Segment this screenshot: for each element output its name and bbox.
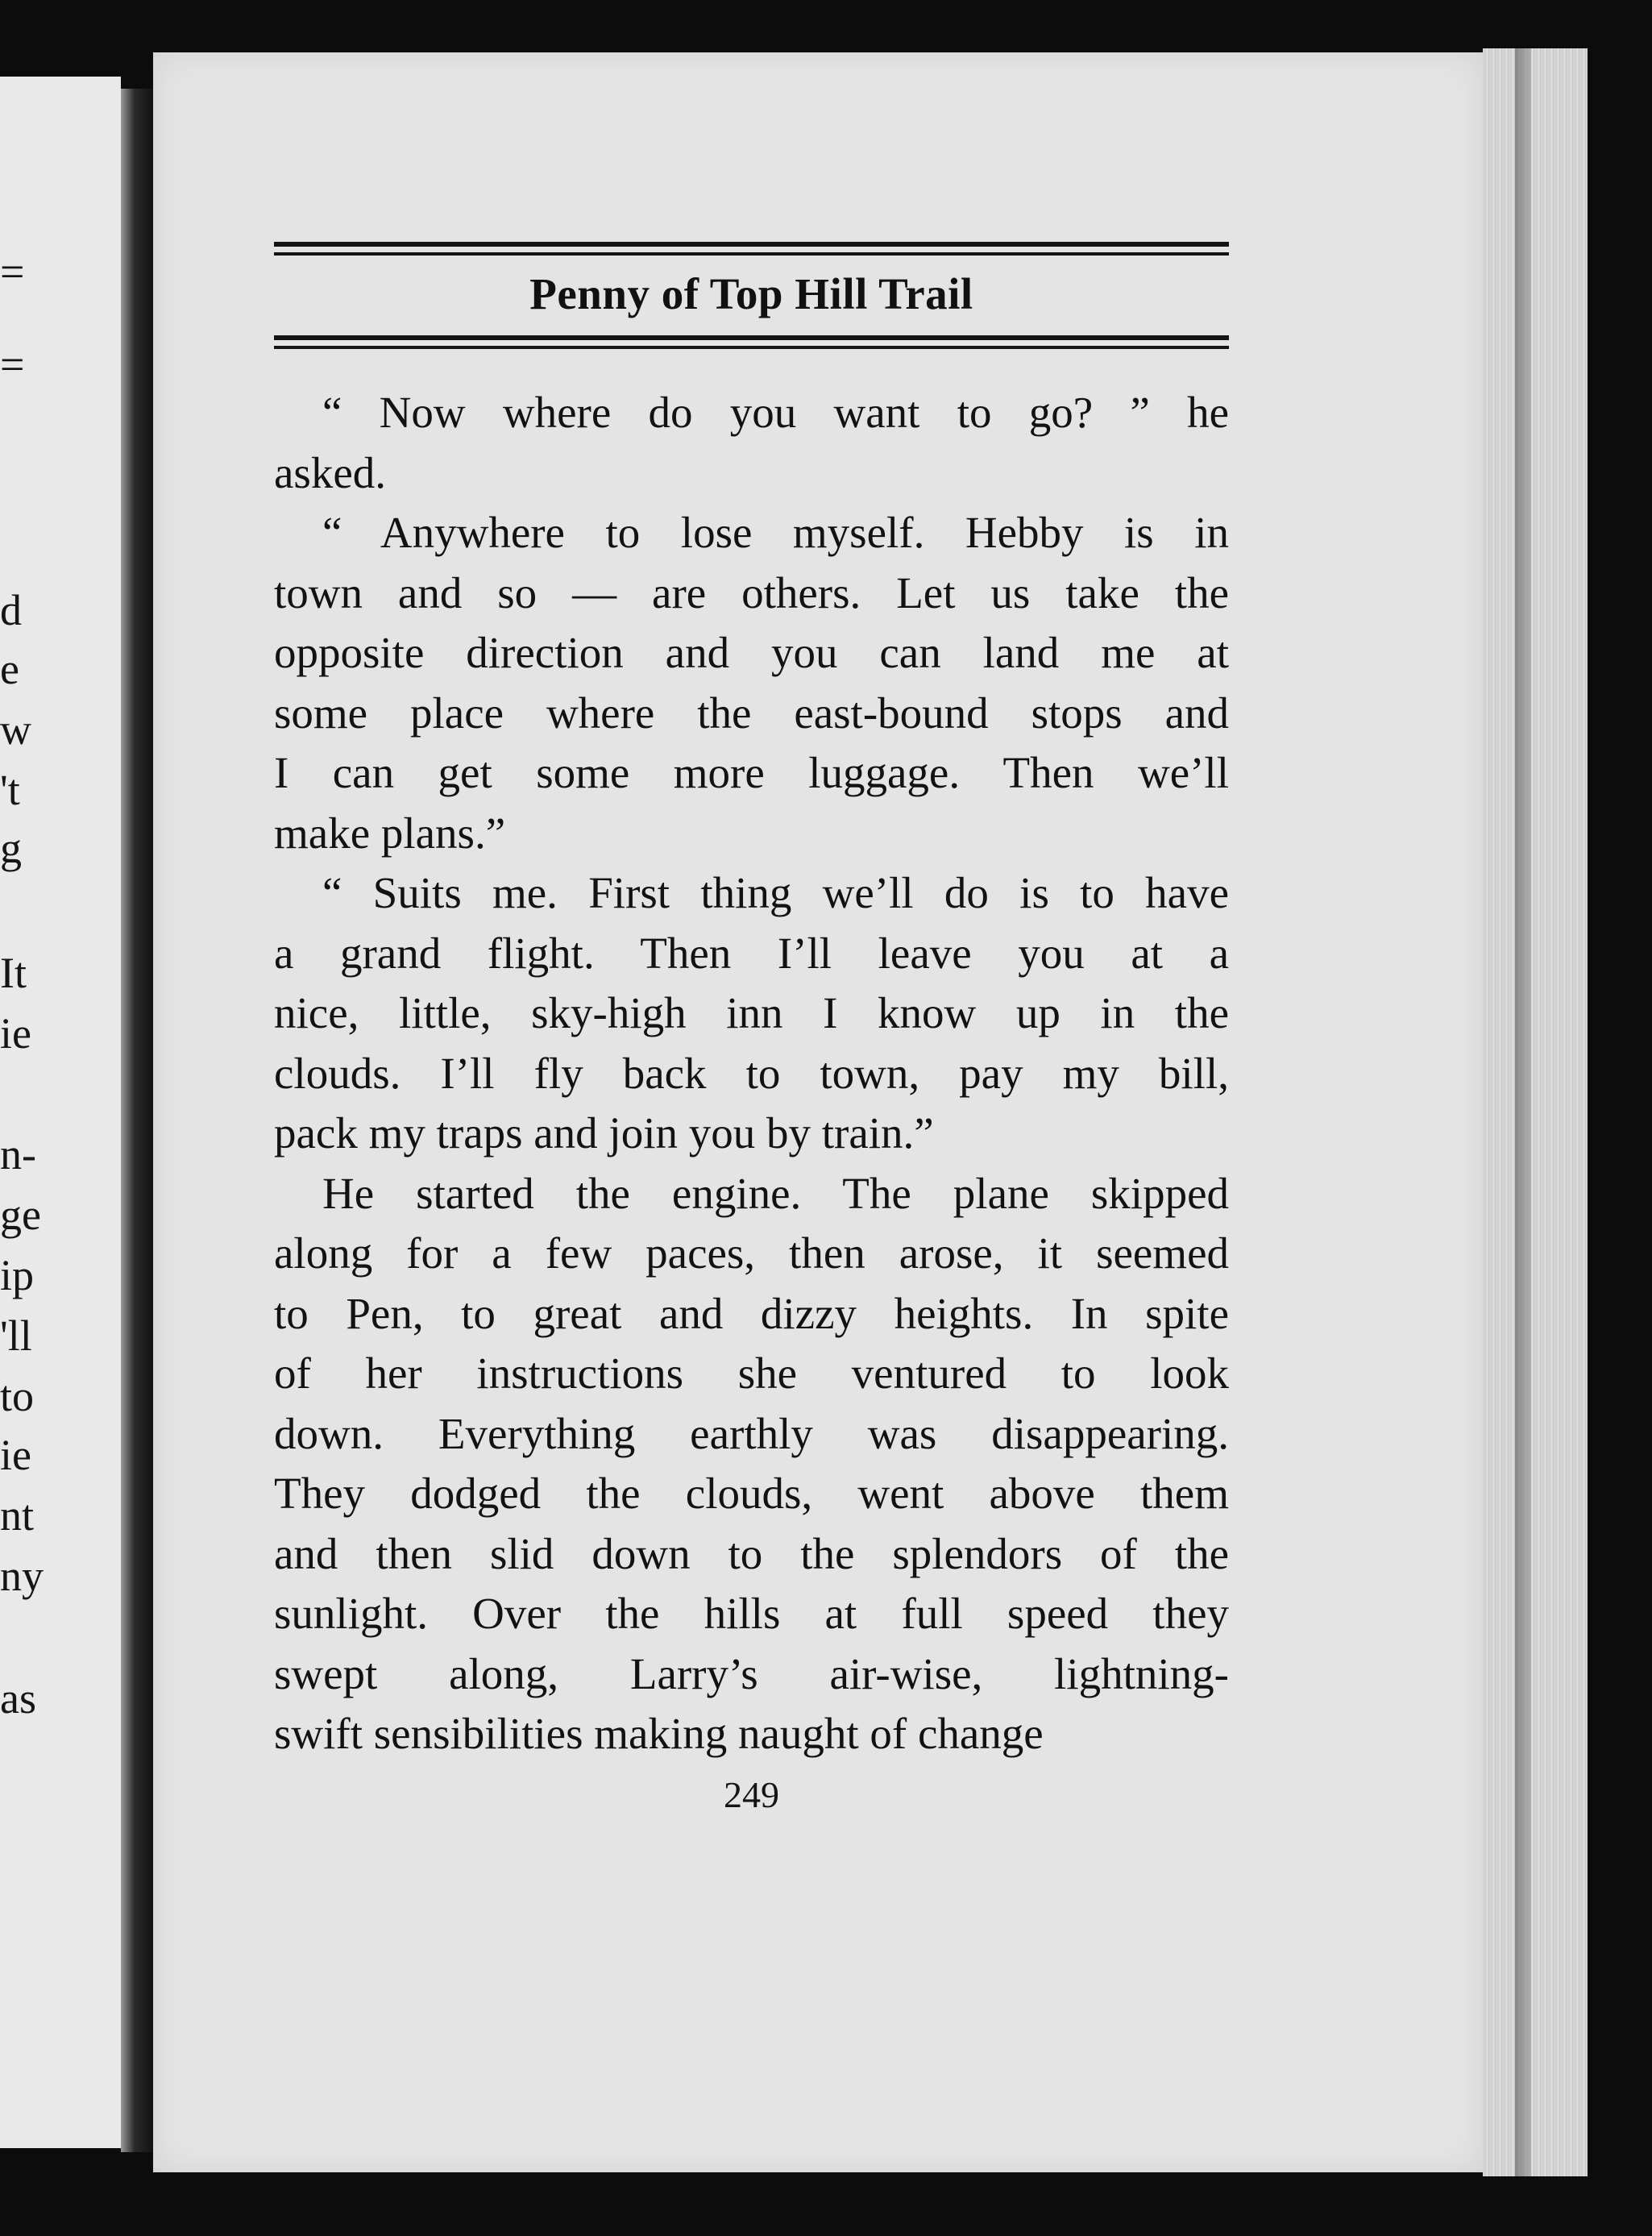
paragraph — [274, 863, 1229, 1164]
left-fragment: ip — [0, 1251, 35, 1299]
text-line: asked. — [274, 447, 386, 497]
left-fragment: 't — [0, 766, 20, 814]
previous-page — [0, 77, 121, 2148]
text-line: pack my traps and join you by train.” — [274, 1108, 934, 1157]
page-stack-shadow — [1515, 48, 1531, 2176]
left-fragment: ny — [0, 1552, 44, 1600]
running-head-title: Penny of Top Hill Trail — [529, 269, 973, 318]
text-line: a grand flight. Then I’ll leave you at a — [274, 928, 1229, 978]
left-fragment: g — [0, 824, 22, 872]
header-rule-top-thin — [274, 252, 1229, 256]
book-gutter — [121, 89, 155, 2152]
page-body — [274, 383, 1229, 1764]
paragraph — [274, 383, 1229, 503]
text-line: and then slid down to the splendors of the — [274, 1528, 1229, 1578]
left-fragment: e — [0, 645, 19, 693]
left-fragment: as — [0, 1674, 36, 1723]
previous-page-fragments — [0, 77, 121, 2148]
text-line: make plans.” — [274, 808, 506, 858]
text-line: I can get some more luggage. Then we’ll — [274, 748, 1229, 797]
text-line: clouds. I’ll fly back to town, pay my bill, — [274, 1048, 1229, 1098]
text-line: of her instructions she ventured to look — [274, 1349, 1229, 1398]
left-fragment: w — [0, 705, 31, 754]
text-line: swift sensibilities making naught of change — [274, 1709, 1044, 1758]
left-fragment: to — [0, 1372, 35, 1420]
text-line: They dodged the clouds, went above them — [274, 1469, 1229, 1518]
left-fragment: ie — [0, 1431, 31, 1479]
text-line: He started the engine. The plane skipped — [322, 1168, 1229, 1218]
left-fragment: d — [0, 586, 22, 634]
left-fragment: nt — [0, 1491, 35, 1540]
paragraph — [274, 1164, 1229, 1764]
left-fragment: = — [0, 247, 25, 296]
left-fragment: ie — [0, 1009, 31, 1058]
page-number: 249 — [724, 1774, 779, 1815]
text-line: town and so — are others. Let us take the — [274, 567, 1229, 617]
text-line: swept along, Larry’s air-wise, lightning- — [274, 1648, 1229, 1698]
page-stack-edge — [1483, 48, 1588, 2176]
header-rule-bottom — [274, 335, 1229, 340]
text-line: some place where the east-bound stops and — [274, 688, 1229, 738]
running-header — [274, 242, 1229, 355]
text-line: sunlight. Over the hills at full speed they — [274, 1589, 1229, 1638]
paragraph — [274, 503, 1229, 863]
left-fragment: n- — [0, 1130, 36, 1178]
left-fragment: It — [0, 949, 27, 997]
text-line: nice, little, sky-high inn I know up in the — [274, 988, 1229, 1037]
text-line: along for a few paces, then arose, it seemed — [274, 1228, 1229, 1278]
text-line: to Pen, to great and dizzy heights. In spite — [274, 1288, 1229, 1338]
text-line: “ Suits me. First thing we’ll do is to have — [322, 868, 1229, 917]
left-fragment: 'll — [0, 1311, 32, 1360]
text-line: “ Anywhere to lose myself. Hebby is in — [322, 508, 1229, 557]
left-fragment: ge — [0, 1191, 41, 1239]
text-line: down. Everything earthly was disappearing. — [274, 1408, 1229, 1458]
text-line: opposite direction and you can land me at — [274, 628, 1229, 677]
text-line: “ Now where do you want to go? ” he — [322, 388, 1229, 437]
left-fragment: = — [0, 340, 25, 389]
header-rule-top — [274, 242, 1229, 247]
header-rule-bottom-thin — [274, 346, 1229, 349]
